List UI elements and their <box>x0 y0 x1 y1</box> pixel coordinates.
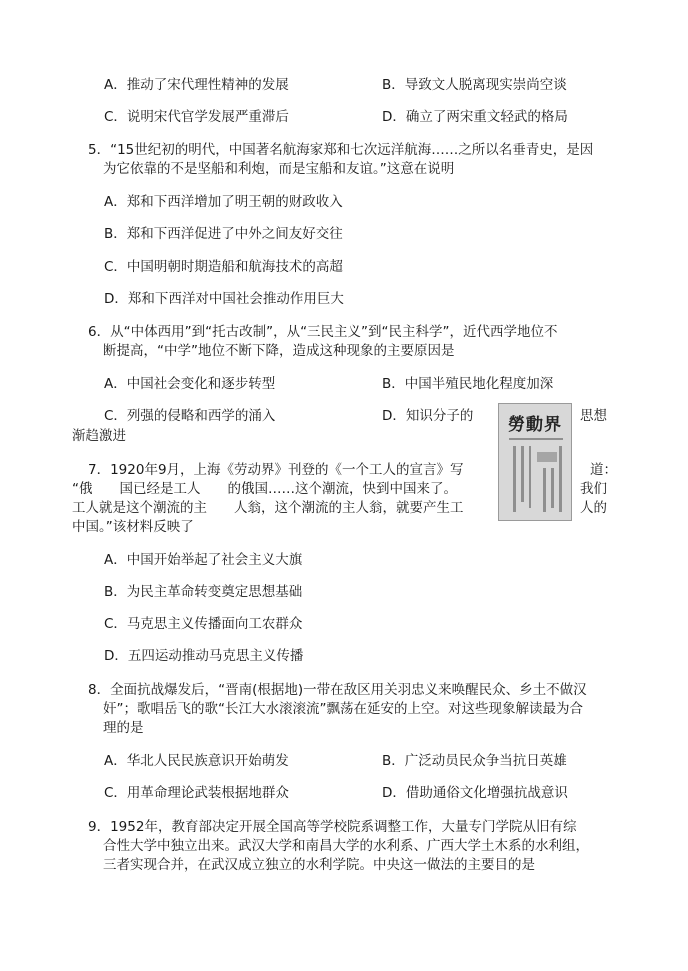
q9-stem-line3: 三者实现合并，在武汉成立独立的水利学院。中央这一做法的主要目的是 <box>103 857 535 873</box>
q7-stem-line1-end: 道： <box>590 462 617 478</box>
q4-option-b: B．导致文人脱离现实崇尚空谈 <box>382 77 567 93</box>
q7-stem-line3-end: 人的 <box>580 500 607 516</box>
q6-option-a: A．中国社会变化和逐步转型 <box>104 376 276 392</box>
q6-stem-line1: 6．从“中体西用”到“托古改制”，从“三民主义”到“民主科学”，近代西学地位不 <box>88 324 558 340</box>
q8-stem-line3: 理的是 <box>103 720 144 736</box>
laodongjie-magazine-image <box>498 403 572 521</box>
q5-stem-line2: 为它依靠的不是坚船和利炮，而是宝船和友谊。”这意在说明 <box>103 161 455 177</box>
q7-stem-line3: 工人就是这个潮流的主 人翁，这个潮流的主人翁，就要产生工 <box>72 500 464 516</box>
q8-option-d: D．借助通俗文化增强抗战意识 <box>382 785 568 801</box>
q9-stem-line2: 合性大学中独立出来。武汉大学和南昌大学的水利系、广西大学土木系的水利组， <box>103 838 589 854</box>
q6-option-d-end: 思想 <box>580 408 607 424</box>
q7-stem-line2-end: 我们 <box>580 481 607 497</box>
q7-stem-line2: “俄 国已经是工人 的俄国……这个潮流，快到中国来了。 <box>72 481 457 497</box>
q5-option-c: C．中国明朝时期造船和航海技术的高超 <box>104 259 343 275</box>
q7-stem-line4: 中国。”该材料反映了 <box>72 519 194 535</box>
q7-option-c: C．马克思主义传播面向工农群众 <box>104 616 303 632</box>
q8-option-c: C．用革命理论武装根据地群众 <box>104 785 289 801</box>
magazine-masthead: 勞動界 <box>508 415 562 435</box>
q9-stem-line1: 9．1952年，教育部决定开展全国高等学校院系调整工作，大量专门学院从旧有综 <box>88 819 577 835</box>
q4-option-d: D．确立了两宋重文轻武的格局 <box>382 109 568 125</box>
q4-option-c: C．说明宋代官学发展严重滞后 <box>104 109 289 125</box>
q6-option-d-continued: 渐趋激进 <box>72 428 126 444</box>
q8-stem-line2: 奸”；歌唱岳飞的歌“长江大水滚滚流”飘荡在延安的上空。对这些现象解读最为合 <box>103 701 583 717</box>
q6-option-b: B．中国半殖民地化程度加深 <box>382 376 554 392</box>
q4-option-a: A．推动了宋代理性精神的发展 <box>104 77 289 93</box>
q5-option-a: A．郑和下西洋增加了明王朝的财政收入 <box>104 194 343 210</box>
q5-option-d: D．郑和下西洋对中国社会推动作用巨大 <box>104 291 344 307</box>
q6-option-c: C．列强的侵略和西学的涌入 <box>104 408 276 424</box>
q6-stem-line2: 断提高，“中学”地位不断下降，造成这种现象的主要原因是 <box>103 343 455 359</box>
q6-option-d: D．知识分子的 <box>382 408 474 424</box>
q5-stem-line1: 5．“15世纪初的明代，中国著名航海家郑和七次远洋航海……之所以名垂青史，是因 <box>88 142 594 158</box>
q7-option-d: D．五四运动推动马克思主义传播 <box>104 648 304 664</box>
q7-option-a: A．中国开始举起了社会主义大旗 <box>104 552 303 568</box>
q7-stem-line1: 7．1920年9月，上海《劳动界》刊登的《一个工人的宣言》写 <box>88 462 464 478</box>
q7-option-b: B．为民主革命转变奠定思想基础 <box>104 584 303 600</box>
q8-option-b: B．广泛动员民众争当抗日英雄 <box>382 753 567 769</box>
q8-stem-line1: 8．全面抗战爆发后，“晋南(根据地)一带在敌区用关羽忠义来唤醒民众、乡土不做汉 <box>88 682 587 698</box>
q8-option-a: A．华北人民民族意识开始萌发 <box>104 753 289 769</box>
q5-option-b: B．郑和下西洋促进了中外之间友好交往 <box>104 226 343 242</box>
